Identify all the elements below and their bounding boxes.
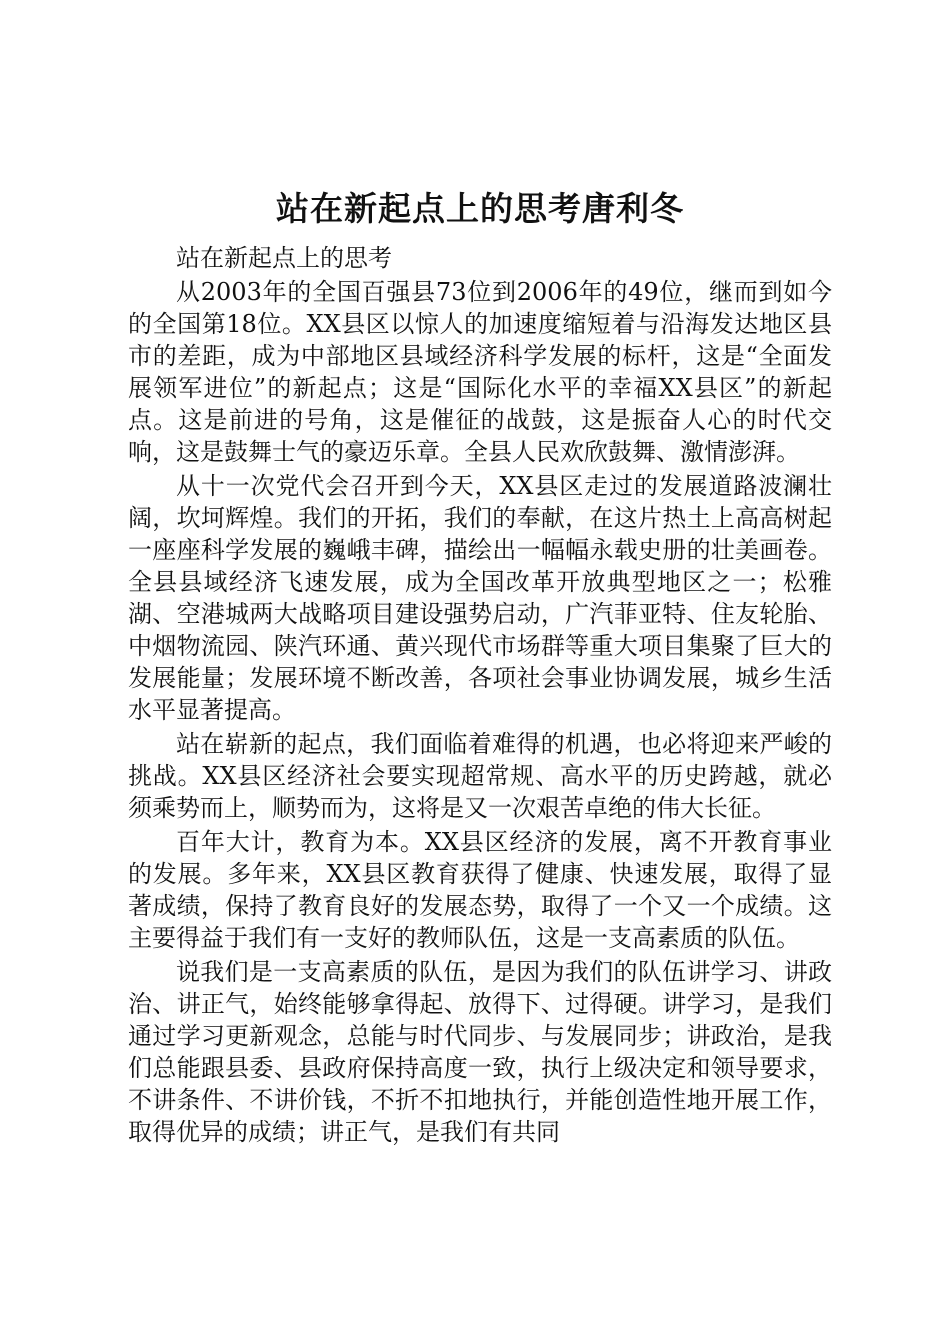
paragraph-subtitle: 站在新起点上的思考 (176, 244, 392, 272)
paragraph-2: 从十一次党代会召开到今天，XX县区走过的发展道路波澜壮阔，坎坷辉煌。我们的开拓，我们的奉献，在这片热土上高高树起一座座科学发展的巍峨丰碑，描绘出一幅幅永载史册的壮美画卷。全县县域经济飞速发展，成为全国改革开放典型地区之一；松雅湖、空港城两大战略项目建设强势启动，广汽菲亚特、住友轮胎、中烟物流园、陕汽环通、黄兴现代市场群等重大项目集聚了巨大的发展能量；发展环境不断改善，各项社会事业协调发展，城乡生活水平显著提高。 (128, 472, 832, 724)
paragraph-5: 说我们是一支高素质的队伍，是因为我们的队伍讲学习、讲政治、讲正气，始终能够拿得起、放得下、过得硬。讲学习，是我们通过学习更新观念，总能与时代同步、与发展同步；讲政治，是我们总能跟县委、县政府保持高度一致，执行上级决定和领导要求，不讲条件、不讲价钱，不折不扣地执行，并能创造性地开展工作，取得优异的成绩；讲正气，是我们有共同 (128, 958, 832, 1146)
document-page (128, 186, 832, 1148)
paragraph-1: 从2003年的全国百强县73位到2006年的49位，继而到如今的全国第18位。XX县区以惊人的加速度缩短着与沿海发达地区县市的差距，成为中部地区县域经济科学发展的标杆，这是“全面发展领军进位”的新起点；这是“国际化水平的幸福XX县区”的新起点。这是前进的号角，这是催征的战鼓，这是振奋人心的时代交响，这是鼓舞士气的豪迈乐章。全县人民欢欣鼓舞、激情澎湃。 (128, 278, 832, 466)
paragraph-4: 百年大计，教育为本。XX县区经济的发展，离不开教育事业的发展。多年来，XX县区教育获得了健康、快速发展，取得了显著成绩，保持了教育良好的发展态势，取得了一个又一个成绩。这主要得益于我们有一支好的教师队伍，这是一支高素质的队伍。 (128, 828, 832, 952)
document-title: 站在新起点上的思考唐利冬 (276, 189, 684, 228)
paragraph-3: 站在崭新的起点，我们面临着难得的机遇，也必将迎来严峻的挑战。XX县区经济社会要实现超常规、高水平的历史跨越，就必须乘势而上，顺势而为，这将是又一次艰苦卓绝的伟大长征。 (128, 730, 832, 822)
